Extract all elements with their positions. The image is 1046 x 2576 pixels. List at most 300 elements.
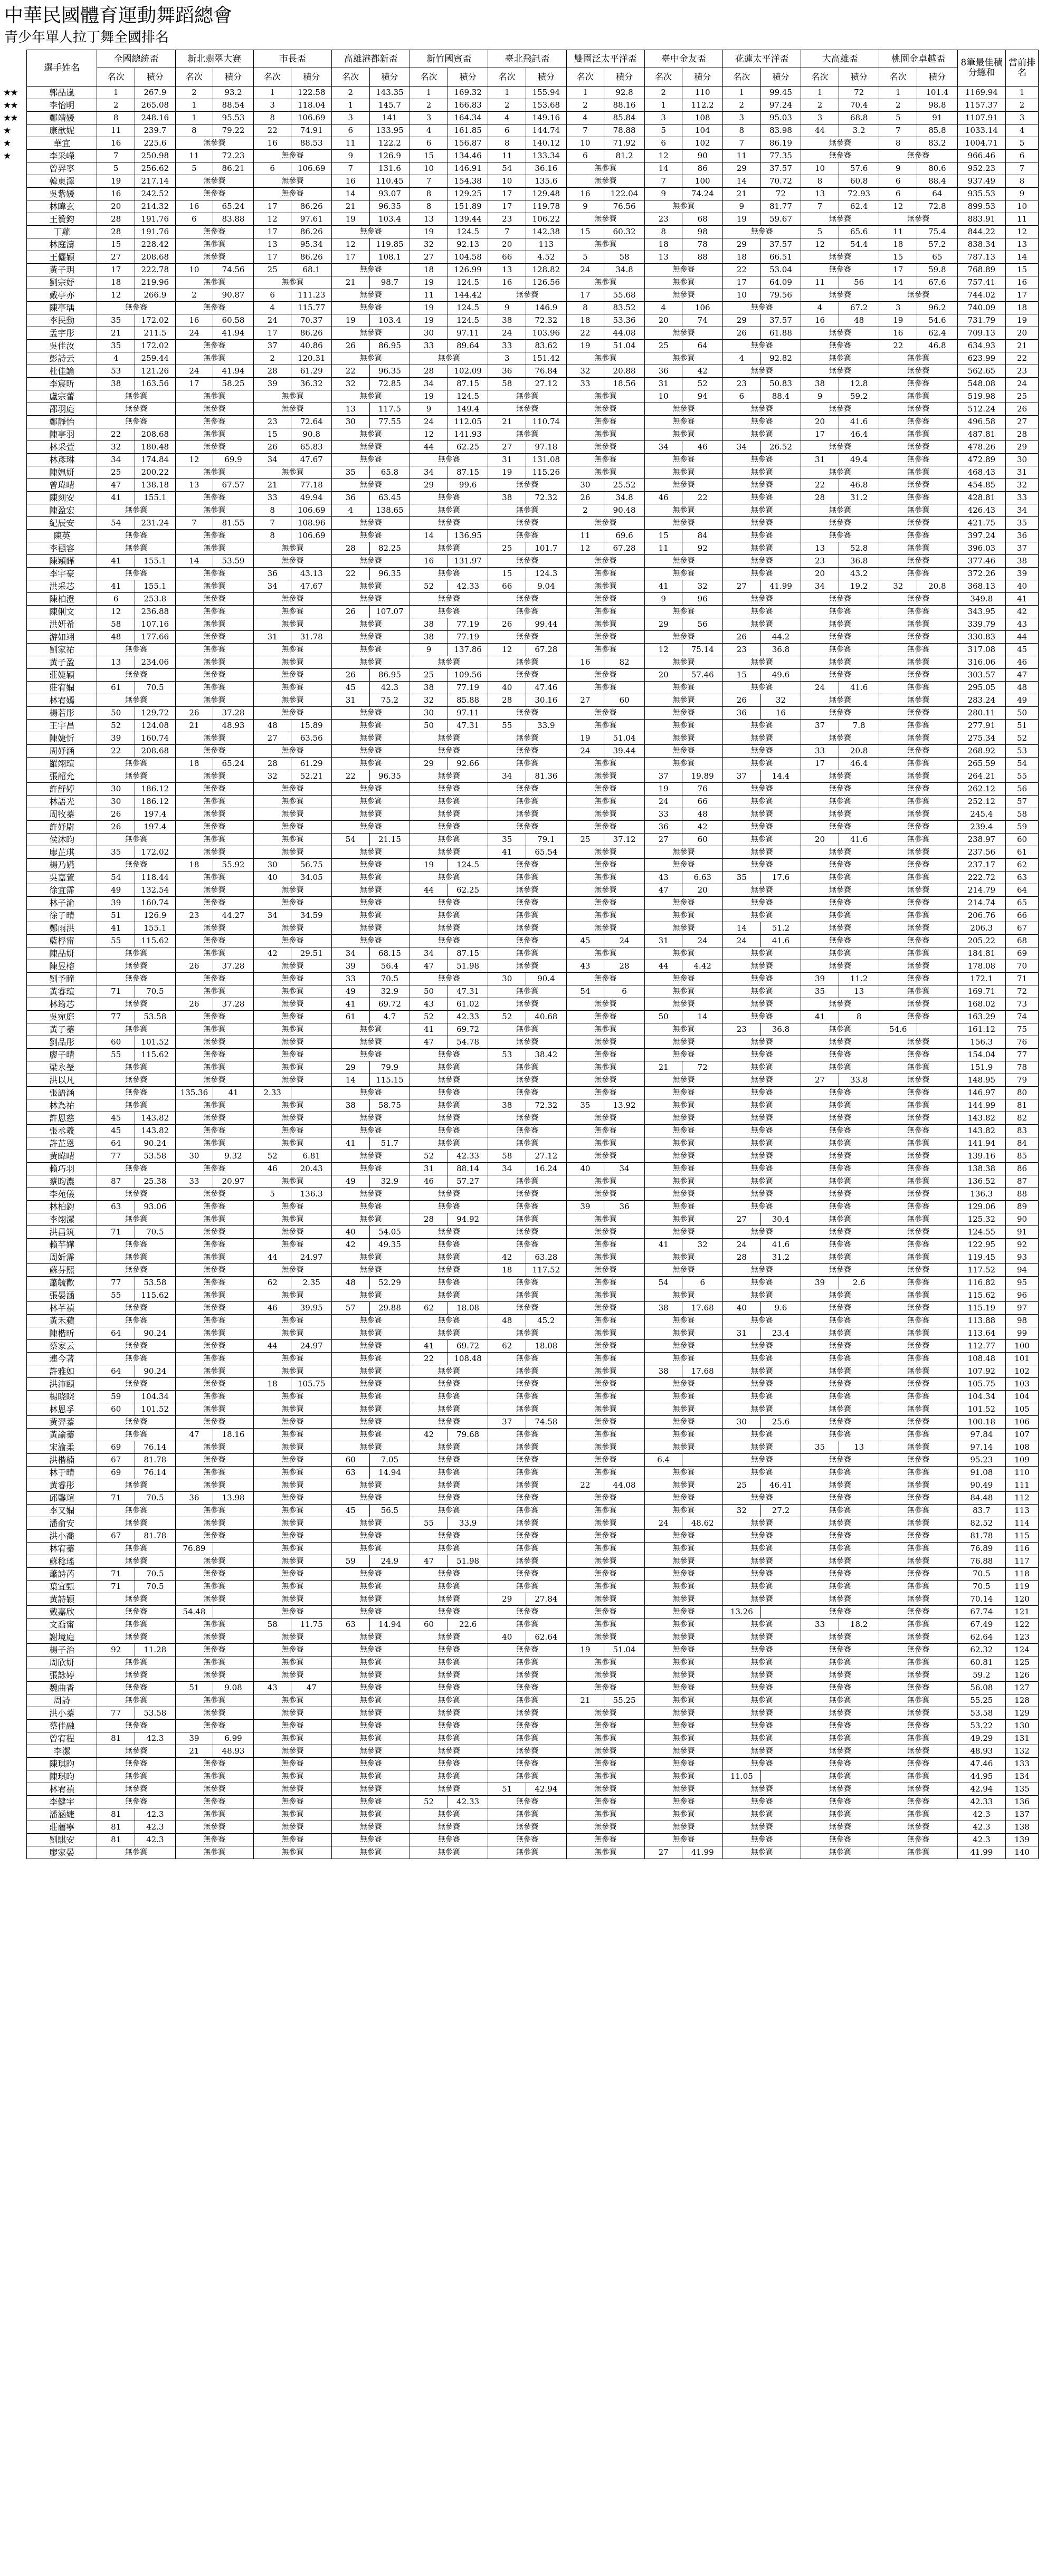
no-entry-cell: 無參賽 bbox=[566, 1023, 644, 1036]
no-entry-cell: 無參賽 bbox=[644, 631, 722, 644]
rank-cell: 17 bbox=[253, 251, 291, 264]
score-cell: 53.59 bbox=[213, 555, 254, 568]
no-entry-cell: 無參賽 bbox=[97, 1846, 175, 1859]
current-rank-cell: 121 bbox=[1006, 1606, 1039, 1619]
score-cell: 16.24 bbox=[526, 1163, 567, 1175]
rank-cell: 3 bbox=[410, 112, 448, 125]
rank-cell: 16 bbox=[253, 137, 291, 150]
dancer-name: 林宥嫣 bbox=[27, 694, 97, 707]
score-cell: 250.98 bbox=[135, 150, 176, 162]
current-rank-cell: 84 bbox=[1006, 1137, 1039, 1150]
score-cell: 67.28 bbox=[526, 644, 567, 656]
total-score-cell: 112.77 bbox=[957, 1340, 1005, 1353]
no-entry-cell: 無參賽 bbox=[801, 137, 879, 150]
score-cell: 24 bbox=[604, 935, 645, 947]
no-entry-cell: 無參賽 bbox=[566, 783, 644, 796]
score-cell: 177.66 bbox=[135, 631, 176, 644]
column-header-competition: 新北翡翠大賽 bbox=[175, 50, 253, 68]
no-entry-cell: 無參賽 bbox=[801, 1593, 879, 1606]
no-entry-cell: 無參賽 bbox=[175, 694, 253, 707]
rank-cell: 34 bbox=[801, 580, 839, 593]
table-row bbox=[27, 593, 1039, 606]
dancer-name: 賴芊嬅 bbox=[27, 1239, 97, 1251]
rank-cell: 20 bbox=[97, 200, 135, 213]
no-entry-cell: 無參賽 bbox=[801, 1429, 879, 1441]
rank-cell: 44 bbox=[801, 125, 839, 137]
rank-cell: 11 bbox=[410, 289, 448, 302]
table-row bbox=[27, 302, 1039, 314]
dancer-name: 魏曲香 bbox=[27, 1682, 97, 1694]
no-entry-cell: 無參賽 bbox=[644, 327, 722, 340]
rank-cell: 10 bbox=[644, 390, 682, 403]
current-rank-cell: 105 bbox=[1006, 1403, 1039, 1416]
rank-cell: 60 bbox=[332, 1454, 370, 1467]
score-cell bbox=[760, 1606, 801, 1619]
dancer-name: 林語光 bbox=[27, 796, 97, 808]
table-row bbox=[27, 1745, 1039, 1758]
score-cell: 169.32 bbox=[448, 87, 488, 99]
current-rank-cell: 12 bbox=[1006, 226, 1039, 238]
no-entry-cell: 無參賽 bbox=[644, 1264, 722, 1277]
rank-cell: 35 bbox=[332, 466, 370, 479]
score-cell: 50.83 bbox=[760, 378, 801, 390]
score-cell: 41.94 bbox=[213, 365, 254, 378]
dancer-name: 林宥蓁 bbox=[27, 1543, 97, 1555]
rank-cell: 24 bbox=[644, 1517, 682, 1530]
no-entry-cell: 無參賽 bbox=[253, 1099, 331, 1112]
no-entry-cell: 無參賽 bbox=[488, 1239, 566, 1251]
no-entry-cell: 無參賽 bbox=[332, 644, 410, 656]
no-entry-cell: 無參賽 bbox=[644, 1758, 722, 1770]
rank-cell: 34 bbox=[488, 770, 526, 783]
current-rank-cell: 104 bbox=[1006, 1391, 1039, 1403]
total-score-cell: 136.52 bbox=[957, 1175, 1005, 1188]
score-cell: 120.31 bbox=[291, 352, 332, 365]
no-entry-cell: 無參賽 bbox=[566, 1770, 644, 1783]
rank-cell: 4 bbox=[488, 112, 526, 125]
no-entry-cell: 無參賽 bbox=[879, 492, 957, 504]
total-score-cell: 115.19 bbox=[957, 1302, 1005, 1315]
table-row bbox=[27, 162, 1039, 175]
score-cell: 53.58 bbox=[135, 1277, 176, 1289]
no-entry-cell: 無參賽 bbox=[801, 631, 879, 644]
no-entry-cell: 無參賽 bbox=[410, 1125, 488, 1137]
score-cell: 36.16 bbox=[526, 162, 567, 175]
score-cell: 91 bbox=[917, 112, 958, 125]
score-cell: 44.08 bbox=[604, 1479, 645, 1492]
rank-cell: 17 bbox=[253, 200, 291, 213]
score-cell: 118.44 bbox=[135, 872, 176, 884]
score-cell: 70.5 bbox=[135, 1492, 176, 1505]
dancer-name: 洪沛頤 bbox=[27, 1378, 97, 1391]
rank-cell: 9 bbox=[410, 403, 448, 416]
table-row bbox=[27, 1289, 1039, 1302]
total-score-cell: 787.13 bbox=[957, 251, 1005, 264]
current-rank-cell: 134 bbox=[1006, 1770, 1039, 1783]
rank-cell: 12 bbox=[97, 606, 135, 618]
table-row bbox=[27, 340, 1039, 352]
no-entry-cell: 無參賽 bbox=[566, 580, 644, 593]
score-cell: 58.25 bbox=[213, 378, 254, 390]
dancer-name: 王宇昌 bbox=[27, 720, 97, 732]
no-entry-cell: 無參賽 bbox=[410, 1264, 488, 1277]
current-rank-cell: 81 bbox=[1006, 1099, 1039, 1112]
rank-cell: 28 bbox=[253, 365, 291, 378]
current-rank-cell: 89 bbox=[1006, 1201, 1039, 1213]
current-rank-cell: 25 bbox=[1006, 390, 1039, 403]
no-entry-cell: 無參賽 bbox=[723, 1087, 801, 1099]
rank-cell: 52 bbox=[410, 580, 448, 593]
rank-cell: 48 bbox=[97, 631, 135, 644]
no-entry-cell: 無參賽 bbox=[879, 707, 957, 720]
rank-cell: 36 bbox=[175, 1492, 213, 1505]
rank-cell: 16 bbox=[332, 175, 370, 188]
no-entry-cell: 無參賽 bbox=[175, 1213, 253, 1226]
current-rank-cell: 86 bbox=[1006, 1163, 1039, 1175]
score-cell: 135.6 bbox=[526, 175, 567, 188]
no-entry-cell: 無參賽 bbox=[175, 1315, 253, 1327]
dancer-name: 邱馨瑄 bbox=[27, 1492, 97, 1505]
score-cell: 142.38 bbox=[526, 226, 567, 238]
table-row bbox=[27, 1492, 1039, 1505]
rank-cell: 48 bbox=[488, 1315, 526, 1327]
score-cell: 76.14 bbox=[135, 1441, 176, 1454]
table-row bbox=[27, 1036, 1039, 1049]
score-cell: 61.88 bbox=[760, 327, 801, 340]
rank-cell: 4 bbox=[410, 125, 448, 137]
rank-cell: 42 bbox=[488, 1251, 526, 1264]
rank-cell: 81 bbox=[97, 1821, 135, 1834]
total-score-cell: 421.75 bbox=[957, 517, 1005, 530]
score-cell: 122.58 bbox=[291, 87, 332, 99]
no-entry-cell: 無參賽 bbox=[97, 1720, 175, 1732]
dancer-name: 李宸昕 bbox=[27, 378, 97, 390]
rank-cell: 32 bbox=[97, 441, 135, 454]
rank-cell: 24 bbox=[566, 264, 604, 276]
rank-cell: 14 bbox=[332, 1074, 370, 1087]
rank-cell: 27 bbox=[723, 580, 761, 593]
no-entry-cell: 無參賽 bbox=[801, 1821, 879, 1834]
current-rank-cell: 130 bbox=[1006, 1720, 1039, 1732]
no-entry-cell: 無參賽 bbox=[566, 1239, 644, 1251]
score-cell: 92.13 bbox=[448, 238, 488, 251]
rank-cell: 9 bbox=[801, 390, 839, 403]
no-entry-cell: 無參賽 bbox=[566, 1656, 644, 1669]
no-entry-cell: 無參賽 bbox=[801, 1023, 879, 1036]
score-cell: 155.1 bbox=[135, 555, 176, 568]
dancer-name: 劉予瞳 bbox=[27, 973, 97, 985]
rank-cell: 6 bbox=[879, 175, 917, 188]
rank-cell: 28 bbox=[97, 226, 135, 238]
score-cell: 131.97 bbox=[448, 555, 488, 568]
total-score-cell: 252.12 bbox=[957, 796, 1005, 808]
rank-cell: 9 bbox=[879, 162, 917, 175]
current-rank-cell: 109 bbox=[1006, 1454, 1039, 1467]
current-rank-cell: 138 bbox=[1006, 1821, 1039, 1834]
total-score-cell: 168.02 bbox=[957, 998, 1005, 1011]
no-entry-cell: 無參賽 bbox=[644, 1416, 722, 1429]
no-entry-cell: 無參賽 bbox=[253, 1581, 331, 1593]
no-entry-cell: 無參賽 bbox=[332, 1631, 410, 1644]
rank-cell: 11 bbox=[879, 226, 917, 238]
no-entry-cell: 無參賽 bbox=[801, 1137, 879, 1150]
no-entry-cell: 無參賽 bbox=[253, 1821, 331, 1834]
score-cell: 14.94 bbox=[369, 1619, 410, 1631]
no-entry-cell: 無參賽 bbox=[566, 466, 644, 479]
rank-cell: 29 bbox=[488, 1593, 526, 1606]
no-entry-cell: 無參賽 bbox=[566, 758, 644, 770]
rank-cell: 30 bbox=[332, 416, 370, 428]
no-entry-cell: 無參賽 bbox=[723, 1581, 801, 1593]
table-row bbox=[27, 1732, 1039, 1745]
no-entry-cell: 無參賽 bbox=[566, 922, 644, 935]
score-cell: 64.09 bbox=[760, 276, 801, 289]
no-entry-cell: 無參賽 bbox=[879, 1770, 957, 1783]
no-entry-cell: 無參賽 bbox=[175, 1061, 253, 1074]
no-entry-cell: 無參賽 bbox=[332, 1808, 410, 1821]
rank-cell: 14 bbox=[332, 188, 370, 200]
dancer-name: 李采嶸 bbox=[27, 150, 97, 162]
total-score-cell: 349.8 bbox=[957, 593, 1005, 606]
no-entry-cell: 無參賽 bbox=[801, 1049, 879, 1061]
no-entry-cell: 無參賽 bbox=[723, 1125, 801, 1137]
rank-cell: 33 bbox=[488, 340, 526, 352]
score-cell: 59.8 bbox=[917, 264, 958, 276]
total-score-cell: 90.49 bbox=[957, 1479, 1005, 1492]
no-entry-cell: 無參賽 bbox=[879, 1808, 957, 1821]
no-entry-cell: 無參賽 bbox=[175, 922, 253, 935]
score-cell: 94 bbox=[682, 390, 723, 403]
dancer-name: 劉宗妤 bbox=[27, 276, 97, 289]
total-score-cell: 70.5 bbox=[957, 1581, 1005, 1593]
score-cell: 137.86 bbox=[448, 644, 488, 656]
no-entry-cell: 無參賽 bbox=[253, 1011, 331, 1023]
score-cell: 74 bbox=[682, 314, 723, 327]
score-cell: 72 bbox=[839, 87, 879, 99]
no-entry-cell: 無參賽 bbox=[801, 897, 879, 909]
score-cell: 95.03 bbox=[760, 112, 801, 125]
rank-cell: 55 bbox=[97, 935, 135, 947]
no-entry-cell: 無參賽 bbox=[723, 960, 801, 973]
no-entry-cell: 無參賽 bbox=[332, 745, 410, 758]
current-rank-cell: 50 bbox=[1006, 707, 1039, 720]
rank-cell: 27 bbox=[644, 1846, 682, 1859]
rank-cell: 27 bbox=[97, 251, 135, 264]
no-entry-cell: 無參賽 bbox=[175, 1365, 253, 1378]
rank-cell: 33 bbox=[332, 973, 370, 985]
rank-cell: 39 bbox=[332, 960, 370, 973]
table-row bbox=[27, 644, 1039, 656]
rank-cell: 1 bbox=[488, 87, 526, 99]
no-entry-cell: 無參賽 bbox=[488, 593, 566, 606]
no-entry-cell: 無參賽 bbox=[566, 644, 644, 656]
no-entry-cell: 無參賽 bbox=[566, 1315, 644, 1327]
no-entry-cell: 無參賽 bbox=[332, 1378, 410, 1391]
score-cell: 57.2 bbox=[917, 238, 958, 251]
no-entry-cell: 無參賽 bbox=[723, 796, 801, 808]
no-entry-cell: 無參賽 bbox=[97, 1315, 175, 1327]
rank-cell: 11 bbox=[644, 542, 682, 555]
no-entry-cell: 無參賽 bbox=[97, 859, 175, 872]
score-cell: 4.42 bbox=[682, 960, 723, 973]
no-entry-cell: 無參賽 bbox=[488, 631, 566, 644]
rank-cell: 21 bbox=[175, 720, 213, 732]
rank-cell: 44 bbox=[410, 884, 448, 897]
no-entry-cell: 無參賽 bbox=[879, 1543, 957, 1555]
score-cell: 46.4 bbox=[839, 758, 879, 770]
rank-cell: 9 bbox=[644, 593, 682, 606]
no-entry-cell: 無參賽 bbox=[253, 276, 331, 289]
current-rank-cell: 95 bbox=[1006, 1277, 1039, 1289]
no-entry-cell: 無參賽 bbox=[488, 960, 566, 973]
total-score-cell: 101.52 bbox=[957, 1403, 1005, 1416]
score-cell: 22 bbox=[682, 492, 723, 504]
dancer-name: 侯沐昀 bbox=[27, 834, 97, 846]
score-cell: 90.4 bbox=[526, 973, 567, 985]
no-entry-cell: 無參賽 bbox=[410, 517, 488, 530]
rank-cell: 16 bbox=[879, 327, 917, 340]
rank-cell: 31 bbox=[644, 378, 682, 390]
score-cell: 13.92 bbox=[604, 1099, 645, 1112]
score-cell: 74.24 bbox=[682, 188, 723, 200]
no-entry-cell: 無參賽 bbox=[644, 1530, 722, 1543]
current-rank-cell: 72 bbox=[1006, 985, 1039, 998]
total-score-cell: 144.99 bbox=[957, 1099, 1005, 1112]
score-cell: 27.12 bbox=[526, 378, 567, 390]
rank-cell: 71 bbox=[97, 1492, 135, 1505]
score-cell: 20.88 bbox=[604, 365, 645, 378]
dancer-name: 吳宛庭 bbox=[27, 1011, 97, 1023]
no-entry-cell: 無參賽 bbox=[175, 1251, 253, 1264]
no-entry-cell: 無參賽 bbox=[175, 1327, 253, 1340]
rank-cell: 34 bbox=[332, 947, 370, 960]
rank-cell: 27 bbox=[253, 732, 291, 745]
rank-cell: 26 bbox=[97, 808, 135, 821]
table-row bbox=[27, 416, 1039, 428]
no-entry-cell: 無參賽 bbox=[879, 808, 957, 821]
no-entry-cell: 無參賽 bbox=[97, 834, 175, 846]
no-entry-cell: 無參賽 bbox=[488, 390, 566, 403]
rank-cell: 47 bbox=[410, 1036, 448, 1049]
score-cell: 161.85 bbox=[448, 125, 488, 137]
table-row bbox=[27, 1416, 1039, 1429]
no-entry-cell: 無參賽 bbox=[175, 188, 253, 200]
score-cell: 119.85 bbox=[369, 238, 410, 251]
table-row bbox=[27, 454, 1039, 466]
no-entry-cell: 無參賽 bbox=[644, 707, 722, 720]
total-score-cell: 377.46 bbox=[957, 555, 1005, 568]
no-entry-cell: 無參賽 bbox=[332, 352, 410, 365]
total-score-cell: 237.17 bbox=[957, 859, 1005, 872]
rank-cell: 5 bbox=[253, 1188, 291, 1201]
rank-cell: 23 bbox=[801, 555, 839, 568]
no-entry-cell: 無參賽 bbox=[253, 808, 331, 821]
no-entry-cell: 無參賽 bbox=[566, 909, 644, 922]
no-entry-cell: 無參賽 bbox=[723, 973, 801, 985]
ranking-table bbox=[26, 50, 1039, 1859]
rank-cell: 22 bbox=[332, 770, 370, 783]
no-entry-cell: 無參賽 bbox=[97, 1682, 175, 1694]
rank-cell: 44 bbox=[253, 1340, 291, 1353]
score-cell: 108 bbox=[682, 112, 723, 125]
no-entry-cell: 無參賽 bbox=[723, 1694, 801, 1707]
current-rank-cell: 37 bbox=[1006, 542, 1039, 555]
subheader-score: 積分 bbox=[604, 68, 645, 87]
total-score-cell: 44.95 bbox=[957, 1770, 1005, 1783]
rank-cell: 22 bbox=[801, 479, 839, 492]
score-cell: 69.72 bbox=[369, 998, 410, 1011]
score-cell: 27.12 bbox=[526, 1150, 567, 1163]
no-entry-cell: 無參賽 bbox=[644, 1137, 722, 1150]
dancer-name: 梁永瑩 bbox=[27, 1061, 97, 1074]
no-entry-cell: 無參賽 bbox=[566, 1112, 644, 1125]
score-cell: 37.12 bbox=[604, 834, 645, 846]
rank-cell: 5 bbox=[879, 112, 917, 125]
no-entry-cell: 無參賽 bbox=[332, 1112, 410, 1125]
rank-cell: 45 bbox=[332, 682, 370, 694]
no-entry-cell: 無參賽 bbox=[566, 352, 644, 365]
rank-cell: 30 bbox=[175, 1150, 213, 1163]
score-cell: 164.34 bbox=[448, 112, 488, 125]
table-row bbox=[27, 1150, 1039, 1163]
no-entry-cell: 無參賽 bbox=[332, 1720, 410, 1732]
total-score-cell: 83.7 bbox=[957, 1505, 1005, 1517]
score-cell: 208.68 bbox=[135, 428, 176, 441]
no-entry-cell: 無參賽 bbox=[644, 1543, 722, 1555]
dancer-name: 黃禾蘋 bbox=[27, 1315, 97, 1327]
dancer-name: 陳品妍 bbox=[27, 947, 97, 960]
score-cell: 234.06 bbox=[135, 656, 176, 669]
score-cell: 124.5 bbox=[448, 276, 488, 289]
no-entry-cell: 無參賽 bbox=[253, 694, 331, 707]
rank-cell: 34 bbox=[253, 454, 291, 466]
table-row bbox=[27, 985, 1039, 998]
no-entry-cell: 無參賽 bbox=[566, 897, 644, 909]
dancer-name: 李又嫻 bbox=[27, 1505, 97, 1517]
rank-cell: 20 bbox=[801, 834, 839, 846]
no-entry-cell: 無參賽 bbox=[332, 441, 410, 454]
total-score-cell: 91.08 bbox=[957, 1467, 1005, 1479]
score-cell: 115.77 bbox=[291, 302, 332, 314]
no-entry-cell: 無參賽 bbox=[332, 808, 410, 821]
no-entry-cell: 無參賽 bbox=[879, 454, 957, 466]
rank-cell: 61 bbox=[332, 1011, 370, 1023]
rank-cell: 20 bbox=[644, 669, 682, 682]
rank-cell: 8 bbox=[488, 137, 526, 150]
table-row bbox=[27, 365, 1039, 378]
score-cell: 46.8 bbox=[839, 479, 879, 492]
no-entry-cell: 無參賽 bbox=[175, 1163, 253, 1175]
dancer-name: 李怡明 bbox=[27, 99, 97, 112]
rank-cell: 6 bbox=[175, 213, 213, 226]
no-entry-cell: 無參賽 bbox=[644, 1707, 722, 1720]
rank-cell: 44 bbox=[253, 1251, 291, 1264]
no-entry-cell: 無參賽 bbox=[175, 403, 253, 416]
rank-cell: 22 bbox=[332, 365, 370, 378]
score-cell: 106.22 bbox=[526, 213, 567, 226]
dancer-name: 劉品彤 bbox=[27, 1036, 97, 1049]
rank-cell: 51 bbox=[488, 1783, 526, 1796]
rank-cell: 24 bbox=[175, 365, 213, 378]
current-rank-cell: 48 bbox=[1006, 682, 1039, 694]
total-score-cell: 42.3 bbox=[957, 1821, 1005, 1834]
dancer-name: 戴嘉欣 bbox=[27, 1606, 97, 1619]
no-entry-cell: 無參賽 bbox=[566, 1150, 644, 1163]
table-row bbox=[27, 479, 1039, 492]
score-cell: 51.98 bbox=[448, 960, 488, 973]
score-cell: 101.52 bbox=[135, 1036, 176, 1049]
no-entry-cell: 無參賽 bbox=[879, 745, 957, 758]
